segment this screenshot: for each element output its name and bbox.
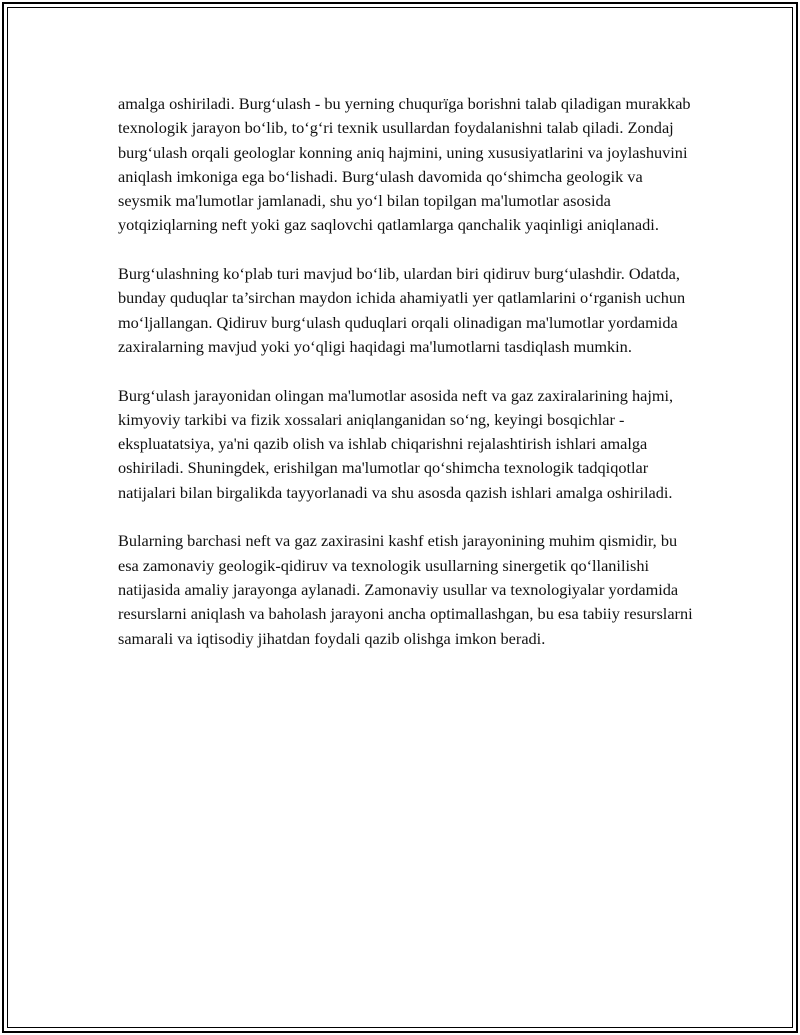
paragraph-1: amalga oshiriladi. Burg‘ulash - bu yerning chuqurïga borishni talab qiladigan murakkab texnologik jarayon bo‘lib, to‘g‘ri texnik usullardan foydalanishni talab qiladi. Zondaj burg‘ulash orqali geologlar konning aniq hajmini, uning xususiyatlarini va joylashuvini aniqlash imkoniga ega bo‘lishadi. Burg‘ulash davomida qo‘shimcha geologik va seysmik ma'lumotlar jamlanadi, shu yo‘l bilan topilgan ma'lumotlar asosida yotqiziqlarning neft yoki gaz saqlovchi qatlamlarga qanchalik yaqinligi aniqlanadi. [118, 94, 691, 235]
paragraph-2: Burg‘ulashning ko‘plab turi mavjud bo‘lib, ulardan biri qidiruv burg‘ulashdir. Odatda, bunday quduqlar ta’sirchan maydon ichida ahamiyatli yer qatlamlarini o‘rganish uchun mo‘ljallangan. Qidiruv burg‘ulash quduqlari orqali olinadigan ma'lumotlar yordamida zaxiralarning mavjud yoki yo‘qligi haqidagi ma'lumotlarni tasdiqlash mumkin. [118, 264, 686, 356]
paragraph-4: Bularning barchasi neft va gaz zaxirasini kashf etish jarayonining muhim qismidir, bu esa zamonaviy geologik-qidiruv va texnologik usullarning sinergetik qo‘llanilishi natijasida amaliy jarayonga aylanadi. Zamonaviy usullar va texnologiyalar yordamida resurslarni aniqlash va baholash jarayoni ancha optimallashgan, bu esa tabiiy resurslarni samarali va iqtisodiy jihatdan foydali qazib olishga imkon beradi. [118, 531, 693, 648]
paragraph-3: Burg‘ulash jarayonidan olingan ma'lumotlar asosida neft va gaz zaxiralarining hajmi, kimyoviy tarkibi va fizik xossalari aniqlanganidan so‘ng, keyingi bosqichlar - ekspluatatsiya, ya'ni qazib olish va ishlab chiqarishni rejalashtirish ishlari amalga oshiriladi. Shuningdek, erishilgan ma'lumotlar qo‘shimcha texnologik tadqiqotlar natijalari bilan birgalikda tayyorlanadi va shu asosda qazish ishlari amalga oshiriladi. [118, 385, 674, 502]
document-body [118, 92, 698, 675]
